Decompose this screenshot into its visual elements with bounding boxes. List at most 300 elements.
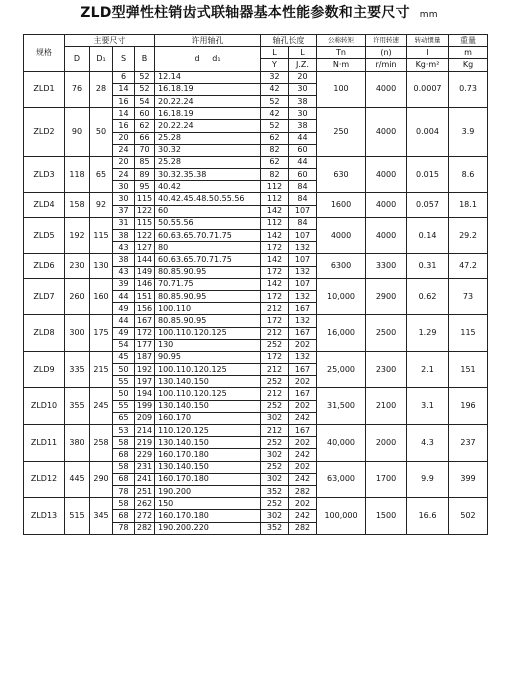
cell-B: 172 xyxy=(135,327,155,339)
cell-LJ: 132 xyxy=(289,242,317,254)
cell-Tn: 630 xyxy=(317,156,366,193)
cell-S: 58 xyxy=(113,437,135,449)
cell-L: 302 xyxy=(261,449,289,461)
cell-D: 300 xyxy=(65,315,90,352)
cell-D1: 175 xyxy=(90,315,113,352)
header-d1-text: d₁ xyxy=(212,53,221,63)
cell-LJ: 282 xyxy=(289,485,317,497)
cell-Tn: 63,000 xyxy=(317,461,366,498)
cell-B: 115 xyxy=(135,217,155,229)
cell-LJ: 30 xyxy=(289,108,317,120)
cell-S: 68 xyxy=(113,473,135,485)
cell-B: 156 xyxy=(135,303,155,315)
header-L: L xyxy=(261,47,289,59)
cell-LJ: 38 xyxy=(289,95,317,107)
cell-S: 30 xyxy=(113,181,135,193)
cell-S: 44 xyxy=(113,290,135,302)
cell-LJ: 60 xyxy=(289,169,317,181)
cell-B: 194 xyxy=(135,388,155,400)
cell-S: 45 xyxy=(113,351,135,363)
cell-L: 252 xyxy=(261,376,289,388)
table-row xyxy=(24,217,488,229)
cell-S: 78 xyxy=(113,485,135,497)
cell-LJ: 132 xyxy=(289,290,317,302)
header-L2: L xyxy=(289,47,317,59)
cell-bore: 30.32.35.38 xyxy=(155,169,261,181)
table-row xyxy=(24,193,488,205)
cell-S: 20 xyxy=(113,132,135,144)
cell-S: 14 xyxy=(113,108,135,120)
cell-B: 231 xyxy=(135,461,155,473)
cell-n: 4000 xyxy=(366,193,407,217)
cell-m: 115 xyxy=(449,315,488,352)
cell-bore: 16.18.19 xyxy=(155,83,261,95)
cell-L: 112 xyxy=(261,181,289,193)
cell-L: 212 xyxy=(261,425,289,437)
cell-LJ: 242 xyxy=(289,449,317,461)
cell-bore: 60 xyxy=(155,205,261,217)
cell-n: 2000 xyxy=(366,425,407,462)
title-text: ZLD型弹性柱销齿式联轴器基本性能参数和主要尺寸 xyxy=(80,5,410,21)
cell-L: 112 xyxy=(261,193,289,205)
cell-m: 73 xyxy=(449,278,488,315)
cell-LJ: 132 xyxy=(289,315,317,327)
cell-L: 252 xyxy=(261,339,289,351)
cell-L: 42 xyxy=(261,108,289,120)
cell-LJ: 242 xyxy=(289,412,317,424)
cell-bore: 130.140.150 xyxy=(155,400,261,412)
cell-L: 212 xyxy=(261,303,289,315)
table-body xyxy=(24,71,488,534)
header-n: (n) xyxy=(366,47,407,59)
cell-LJ: 107 xyxy=(289,278,317,290)
cell-D: 445 xyxy=(65,461,90,498)
cell-bore: 160.170.180 xyxy=(155,510,261,522)
header-L2-sub: J.Z. xyxy=(289,59,317,71)
cell-B: 127 xyxy=(135,242,155,254)
cell-L: 32 xyxy=(261,71,289,83)
header-m-unit: Kg xyxy=(449,59,488,71)
cell-I: 0.0007 xyxy=(407,71,449,108)
cell-D1: 215 xyxy=(90,351,113,388)
table-row xyxy=(24,254,488,266)
header-main-dims: 主要尺寸 xyxy=(65,35,155,47)
cell-bore: 100.110.120.125 xyxy=(155,388,261,400)
cell-model: ZLD2 xyxy=(24,108,65,157)
cell-bore: 90.95 xyxy=(155,351,261,363)
cell-D1: 65 xyxy=(90,156,113,193)
cell-S: 58 xyxy=(113,461,135,473)
cell-bore: 100.110 xyxy=(155,303,261,315)
cell-n: 3300 xyxy=(366,254,407,278)
cell-S: 78 xyxy=(113,522,135,534)
cell-Tn: 4000 xyxy=(317,217,366,254)
cell-S: 43 xyxy=(113,242,135,254)
cell-LJ: 84 xyxy=(289,181,317,193)
cell-D: 90 xyxy=(65,108,90,157)
cell-B: 54 xyxy=(135,95,155,107)
cell-model: ZLD5 xyxy=(24,217,65,254)
cell-S: 49 xyxy=(113,327,135,339)
cell-L: 352 xyxy=(261,522,289,534)
cell-S: 68 xyxy=(113,449,135,461)
header-weight: 重量 xyxy=(449,35,488,47)
cell-L: 82 xyxy=(261,169,289,181)
cell-L: 302 xyxy=(261,412,289,424)
cell-S: 16 xyxy=(113,95,135,107)
cell-L: 142 xyxy=(261,278,289,290)
cell-B: 146 xyxy=(135,278,155,290)
header-B: B xyxy=(135,47,155,71)
table-row xyxy=(24,498,488,510)
cell-bore: 160.170.180 xyxy=(155,449,261,461)
cell-I: 0.14 xyxy=(407,217,449,254)
cell-m: 47.2 xyxy=(449,254,488,278)
cell-B: 229 xyxy=(135,449,155,461)
cell-B: 251 xyxy=(135,485,155,497)
cell-S: 24 xyxy=(113,144,135,156)
cell-I: 0.015 xyxy=(407,156,449,193)
cell-n: 4000 xyxy=(366,217,407,254)
cell-bore: 80.85.90.95 xyxy=(155,315,261,327)
cell-B: 192 xyxy=(135,364,155,376)
page-title xyxy=(0,2,518,22)
cell-LJ: 84 xyxy=(289,217,317,229)
cell-D1: 115 xyxy=(90,217,113,254)
cell-D1: 345 xyxy=(90,498,113,535)
cell-D1: 290 xyxy=(90,461,113,498)
cell-S: 55 xyxy=(113,400,135,412)
cell-B: 214 xyxy=(135,425,155,437)
cell-D1: 130 xyxy=(90,254,113,278)
cell-bore: 80.85.90.95 xyxy=(155,266,261,278)
cell-LJ: 167 xyxy=(289,425,317,437)
cell-D: 260 xyxy=(65,278,90,315)
cell-n: 1700 xyxy=(366,461,407,498)
cell-bore: 150 xyxy=(155,498,261,510)
cell-S: 55 xyxy=(113,376,135,388)
header-allowed-speed: 许用转速 xyxy=(366,35,407,47)
cell-bore: 40.42.45.48.50.55.56 xyxy=(155,193,261,205)
cell-D: 515 xyxy=(65,498,90,535)
header-bore-length: 轴孔长度 xyxy=(261,35,317,47)
cell-D1: 258 xyxy=(90,425,113,462)
cell-S: 38 xyxy=(113,230,135,242)
cell-bore: 190.200 xyxy=(155,485,261,497)
cell-Tn: 25,000 xyxy=(317,351,366,388)
cell-L: 172 xyxy=(261,242,289,254)
cell-S: 30 xyxy=(113,193,135,205)
cell-L: 252 xyxy=(261,437,289,449)
cell-D: 76 xyxy=(65,71,90,108)
table-row xyxy=(24,425,488,437)
cell-n: 2300 xyxy=(366,351,407,388)
cell-L: 302 xyxy=(261,473,289,485)
cell-S: 24 xyxy=(113,169,135,181)
table-row xyxy=(24,351,488,363)
cell-n: 4000 xyxy=(366,108,407,157)
cell-Tn: 250 xyxy=(317,108,366,157)
cell-S: 38 xyxy=(113,254,135,266)
cell-bore: 100.110.120.125 xyxy=(155,327,261,339)
cell-S: 43 xyxy=(113,266,135,278)
cell-I: 0.004 xyxy=(407,108,449,157)
cell-D: 230 xyxy=(65,254,90,278)
cell-B: 66 xyxy=(135,132,155,144)
header-m: m xyxy=(449,47,488,59)
cell-B: 95 xyxy=(135,181,155,193)
header-I: I xyxy=(407,47,449,59)
cell-B: 144 xyxy=(135,254,155,266)
cell-n: 1500 xyxy=(366,498,407,535)
cell-L: 142 xyxy=(261,205,289,217)
cell-Tn: 100 xyxy=(317,71,366,108)
cell-m: 3.9 xyxy=(449,108,488,157)
table-row xyxy=(24,108,488,120)
cell-D: 380 xyxy=(65,425,90,462)
cell-bore: 70.71.75 xyxy=(155,278,261,290)
cell-bore: 30.32 xyxy=(155,144,261,156)
table-row xyxy=(24,278,488,290)
cell-m: 502 xyxy=(449,498,488,535)
cell-B: 187 xyxy=(135,351,155,363)
cell-LJ: 202 xyxy=(289,461,317,473)
cell-model: ZLD4 xyxy=(24,193,65,217)
cell-L: 212 xyxy=(261,364,289,376)
cell-D1: 245 xyxy=(90,388,113,425)
cell-LJ: 282 xyxy=(289,522,317,534)
table-row xyxy=(24,461,488,473)
cell-B: 167 xyxy=(135,315,155,327)
cell-S: 37 xyxy=(113,205,135,217)
cell-S: 65 xyxy=(113,412,135,424)
cell-D1: 28 xyxy=(90,71,113,108)
cell-LJ: 167 xyxy=(289,327,317,339)
cell-S: 6 xyxy=(113,71,135,83)
cell-m: 29.2 xyxy=(449,217,488,254)
cell-LJ: 107 xyxy=(289,230,317,242)
cell-m: 8.6 xyxy=(449,156,488,193)
cell-bore: 190.200.220 xyxy=(155,522,261,534)
header-L-sub: Y xyxy=(261,59,289,71)
cell-Tn: 100,000 xyxy=(317,498,366,535)
cell-D1: 92 xyxy=(90,193,113,217)
table-row xyxy=(24,315,488,327)
cell-m: 18.1 xyxy=(449,193,488,217)
cell-m: 0.73 xyxy=(449,71,488,108)
header-Tn: Tn xyxy=(317,47,366,59)
cell-LJ: 60 xyxy=(289,144,317,156)
cell-B: 122 xyxy=(135,230,155,242)
header-inertia: 转动惯量 xyxy=(407,35,449,47)
cell-model: ZLD10 xyxy=(24,388,65,425)
cell-Tn: 16,000 xyxy=(317,315,366,352)
cell-S: 44 xyxy=(113,315,135,327)
cell-bore: 50.55.56 xyxy=(155,217,261,229)
cell-S: 49 xyxy=(113,303,135,315)
header-nominal-torque: 公称转矩 xyxy=(317,35,366,47)
cell-D: 192 xyxy=(65,217,90,254)
cell-bore: 60.63.65.70.71.75 xyxy=(155,230,261,242)
header-I-unit: Kg·m² xyxy=(407,59,449,71)
cell-B: 262 xyxy=(135,498,155,510)
cell-D: 335 xyxy=(65,351,90,388)
cell-LJ: 202 xyxy=(289,437,317,449)
cell-m: 196 xyxy=(449,388,488,425)
cell-bore: 25.28 xyxy=(155,156,261,168)
cell-L: 82 xyxy=(261,144,289,156)
header-d xyxy=(155,47,261,71)
cell-LJ: 44 xyxy=(289,132,317,144)
header-d-text: d xyxy=(194,53,200,63)
cell-Tn: 40,000 xyxy=(317,425,366,462)
cell-B: 115 xyxy=(135,193,155,205)
cell-L: 142 xyxy=(261,230,289,242)
cell-L: 52 xyxy=(261,95,289,107)
cell-m: 399 xyxy=(449,461,488,498)
cell-Tn: 6300 xyxy=(317,254,366,278)
cell-bore: 100.110.120.125 xyxy=(155,364,261,376)
cell-L: 172 xyxy=(261,266,289,278)
cell-bore: 25.28 xyxy=(155,132,261,144)
cell-LJ: 202 xyxy=(289,339,317,351)
cell-S: 50 xyxy=(113,388,135,400)
cell-I: 0.31 xyxy=(407,254,449,278)
cell-L: 212 xyxy=(261,327,289,339)
cell-bore: 20.22.24 xyxy=(155,120,261,132)
cell-L: 62 xyxy=(261,156,289,168)
cell-B: 177 xyxy=(135,339,155,351)
cell-L: 252 xyxy=(261,461,289,473)
cell-D: 355 xyxy=(65,388,90,425)
cell-L: 142 xyxy=(261,254,289,266)
cell-bore: 130 xyxy=(155,339,261,351)
cell-L: 252 xyxy=(261,498,289,510)
cell-LJ: 242 xyxy=(289,473,317,485)
cell-L: 352 xyxy=(261,485,289,497)
cell-bore: 130.140.150 xyxy=(155,376,261,388)
cell-D1: 160 xyxy=(90,278,113,315)
header-S: S xyxy=(113,47,135,71)
cell-S: 14 xyxy=(113,83,135,95)
cell-LJ: 20 xyxy=(289,71,317,83)
cell-bore: 110.120.125 xyxy=(155,425,261,437)
cell-LJ: 44 xyxy=(289,156,317,168)
spec-table xyxy=(23,34,488,535)
cell-D: 158 xyxy=(65,193,90,217)
cell-S: 50 xyxy=(113,364,135,376)
cell-model: ZLD11 xyxy=(24,425,65,462)
cell-L: 112 xyxy=(261,217,289,229)
cell-I: 3.1 xyxy=(407,388,449,425)
cell-n: 2900 xyxy=(366,278,407,315)
header-D1: D₁ xyxy=(90,47,113,71)
cell-n: 2100 xyxy=(366,388,407,425)
cell-LJ: 38 xyxy=(289,120,317,132)
cell-B: 151 xyxy=(135,290,155,302)
cell-model: ZLD6 xyxy=(24,254,65,278)
cell-B: 122 xyxy=(135,205,155,217)
cell-S: 20 xyxy=(113,156,135,168)
cell-S: 39 xyxy=(113,278,135,290)
cell-Tn: 31,500 xyxy=(317,388,366,425)
cell-B: 282 xyxy=(135,522,155,534)
header-allowed-bore: 许用轴孔 xyxy=(155,35,261,47)
cell-bore: 16.18.19 xyxy=(155,108,261,120)
cell-B: 52 xyxy=(135,83,155,95)
cell-L: 62 xyxy=(261,132,289,144)
cell-S: 53 xyxy=(113,425,135,437)
cell-bore: 20.22.24 xyxy=(155,95,261,107)
cell-bore: 60.63.65.70.71.75 xyxy=(155,254,261,266)
cell-n: 4000 xyxy=(366,156,407,193)
cell-LJ: 242 xyxy=(289,510,317,522)
cell-L: 172 xyxy=(261,315,289,327)
table-row xyxy=(24,71,488,83)
cell-bore: 80.85.90.95 xyxy=(155,290,261,302)
cell-model: ZLD7 xyxy=(24,278,65,315)
cell-S: 54 xyxy=(113,339,135,351)
header-n-unit: r/min xyxy=(366,59,407,71)
cell-B: 62 xyxy=(135,120,155,132)
cell-model: ZLD1 xyxy=(24,71,65,108)
cell-B: 52 xyxy=(135,71,155,83)
title-unit: mm xyxy=(419,10,438,20)
cell-LJ: 107 xyxy=(289,205,317,217)
cell-I: 0.62 xyxy=(407,278,449,315)
cell-B: 197 xyxy=(135,376,155,388)
cell-S: 16 xyxy=(113,120,135,132)
cell-LJ: 202 xyxy=(289,498,317,510)
cell-L: 42 xyxy=(261,83,289,95)
cell-bore: 130.140.150 xyxy=(155,437,261,449)
cell-I: 4.3 xyxy=(407,425,449,462)
cell-B: 70 xyxy=(135,144,155,156)
table-row xyxy=(24,388,488,400)
cell-L: 172 xyxy=(261,351,289,363)
cell-LJ: 30 xyxy=(289,83,317,95)
cell-n: 4000 xyxy=(366,71,407,108)
cell-model: ZLD3 xyxy=(24,156,65,193)
cell-I: 16.6 xyxy=(407,498,449,535)
cell-Tn: 10,000 xyxy=(317,278,366,315)
cell-model: ZLD13 xyxy=(24,498,65,535)
cell-m: 151 xyxy=(449,351,488,388)
cell-B: 60 xyxy=(135,108,155,120)
cell-L: 52 xyxy=(261,120,289,132)
cell-n: 2500 xyxy=(366,315,407,352)
cell-B: 209 xyxy=(135,412,155,424)
cell-I: 2.1 xyxy=(407,351,449,388)
cell-bore: 130.140.150 xyxy=(155,461,261,473)
cell-m: 237 xyxy=(449,425,488,462)
header-model: 规格 xyxy=(24,35,65,72)
cell-LJ: 132 xyxy=(289,351,317,363)
cell-S: 58 xyxy=(113,498,135,510)
cell-LJ: 202 xyxy=(289,400,317,412)
cell-B: 219 xyxy=(135,437,155,449)
cell-LJ: 167 xyxy=(289,364,317,376)
cell-I: 0.057 xyxy=(407,193,449,217)
cell-LJ: 167 xyxy=(289,388,317,400)
cell-I: 1.29 xyxy=(407,315,449,352)
cell-B: 241 xyxy=(135,473,155,485)
table-header xyxy=(24,35,488,72)
table-row xyxy=(24,156,488,168)
cell-LJ: 202 xyxy=(289,376,317,388)
cell-B: 85 xyxy=(135,156,155,168)
cell-model: ZLD12 xyxy=(24,461,65,498)
